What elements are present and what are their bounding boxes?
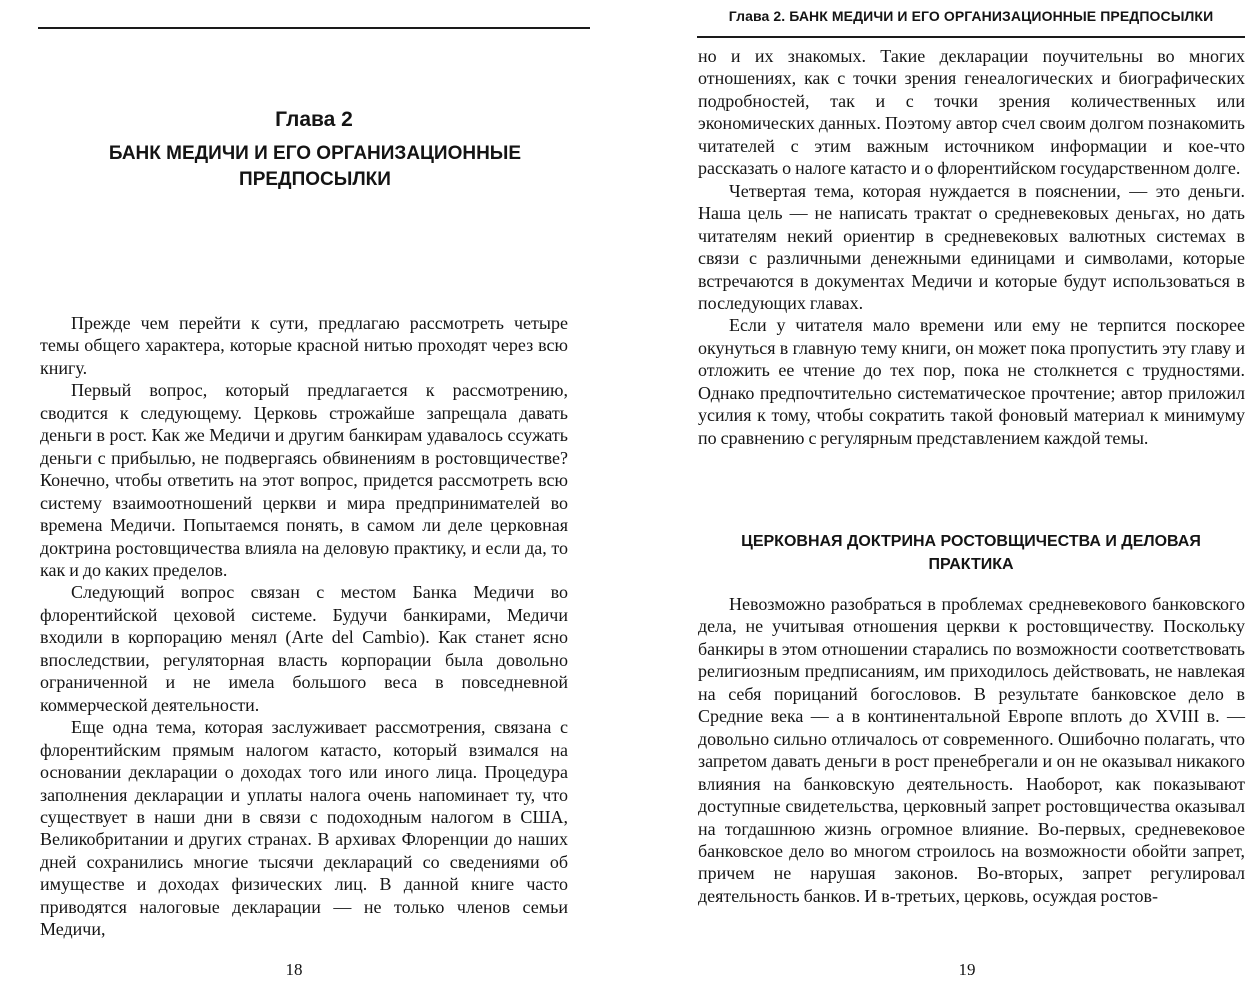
paragraph: Невозможно разобраться в проблемах средневекового банковского дела, не учитывая отношения церкви к ростовщичеству. Поскольку банкиры в этом отношении старались по возможности соответствовать религиозным предписаниям, им приходилось действовать, не навлекая на себя порицаний богословов. В результате банковское дело в Средние века — а в континентальной Европе вплоть до XVIII в. — довольно сильно отличалось от современного. Ошибочно полагать, что запретом давать деньги в рост пренебрегали и он не оказывал никакого влияния на банковскую деятельность. Наоборот, как показывают доступные свидетельства, церковный запрет ростовщичества оказывал на тогдашнюю жизнь огромное влияние. Во-первых, средневековое банковское дело во многом строилось на возможности обойти запрет, причем не нарушая законов. Во-вторых, запрет регулировал деятельность банков. И в-третьих, церковь, осуждая ростов- (698, 594, 1245, 906)
section-title: ЦЕРКОВНАЯ ДОКТРИНА РОСТОВЩИЧЕСТВА И ДЕЛОВАЯ ПРАКТИКА (741, 533, 1201, 573)
right-section-text (698, 593, 1245, 907)
paragraph: Первый вопрос, который предлагается к рассмотрению, сводится к следующему. Церковь строжайше запрещала давать деньги в рост. Как же Медичи и другим банкирам удавалось ссужать деньги с прибылью, не подвергаясь обвинениям в ростовщичестве? Конечно, чтобы ответить на этот вопрос, придется рассмотреть всю систему взаимоотношений церкви и мира предпринимателей во времена Медичи. Попытаемся понять, в самом ли деле церковная доктрина ростовщичества влияла на деловую практику, и если да, то как и до каких пределов. (40, 380, 568, 580)
right-intro-text (698, 45, 1245, 449)
paragraph: Если у читателя мало времени или ему не терпится поскорее окунуться в главную тему книги, он может пока пропустить эту главу и отложить ее чтение до тех пор, пока не столкнется с трудностями. Однако предпочтительно систематическое прочтение; автор приложил усилия к тому, чтобы сократить такой фоновый материал к минимуму по сравнению с регулярным представлением каждой темы. (698, 315, 1245, 448)
chapter-title: БАНК МЕДИЧИ И ЕГО ОРГАНИЗАЦИОННЫЕ ПРЕДПОСЫЛКИ (108, 143, 522, 190)
left-body-text (40, 312, 568, 941)
page-number: 18 (285, 960, 303, 979)
paragraph: Следующий вопрос связан с местом Банка Медичи во флорентийской цеховой системе. Будучи банкирами, Медичи входили в корпорацию менял (Arte del Cambio). Как станет ясно впоследствии, регуляторная власть корпорации была довольно ограниченной и не имела большого веса в повседневной коммерческой деятельности. (40, 582, 568, 715)
page-number: 19 (958, 960, 976, 979)
right-page (625, 0, 1251, 985)
paragraph: Четвертая тема, которая нуждается в пояснении, — это деньги. Наша цель — не написать трактат о средневековых деньгах, но дать читателям некий ориентир в средневековых валютных системах в связи с различными денежными единицами и символами, которые встречаются в документах Медичи и которые будут использоваться в последующих главах. (698, 180, 1245, 313)
left-page (0, 0, 625, 985)
header-rule (697, 36, 1245, 38)
paragraph: Еще одна тема, которая заслуживает рассмотрения, связана с флорентийским прямым налогом катасто, который взимался на основании декларации о доходах того или иного лица. Процедура заполнения декларации и уплаты налога очень напоминает ту, что существует в наши дни в связи с подоходным налогом в США, Великобритании и других странах. В архивах Флоренции до наших дней сохранились многие тысячи деклараций со сведениями об имуществе и доходах физических лиц. В данной книге часто приводятся налоговые декларации — не только членов семьи Медичи, (40, 717, 568, 940)
chapter-number: Глава 2 (275, 108, 353, 131)
top-rule (38, 27, 590, 29)
paragraph: но и их знакомых. Такие декларации поучительны во многих отношениях, как с точки зрения генеалогических и биографических подробностей, так и с точки зрения количественных или экономических данных. Поэтому автор счел своим долгом познакомить читателей с этим важным источником информации и кое-что рассказать о налоге катасто и о флорентийском государственном долге. (698, 46, 1245, 179)
running-head: Глава 2. БАНК МЕДИЧИ И ЕГО ОРГАНИЗАЦИОННЫЕ ПРЕДПОСЫЛКИ (728, 8, 1214, 24)
paragraph: Прежде чем перейти к сути, предлагаю рассмотреть четыре темы общего характера, которые красной нитью проходят через всю книгу. (40, 313, 568, 378)
